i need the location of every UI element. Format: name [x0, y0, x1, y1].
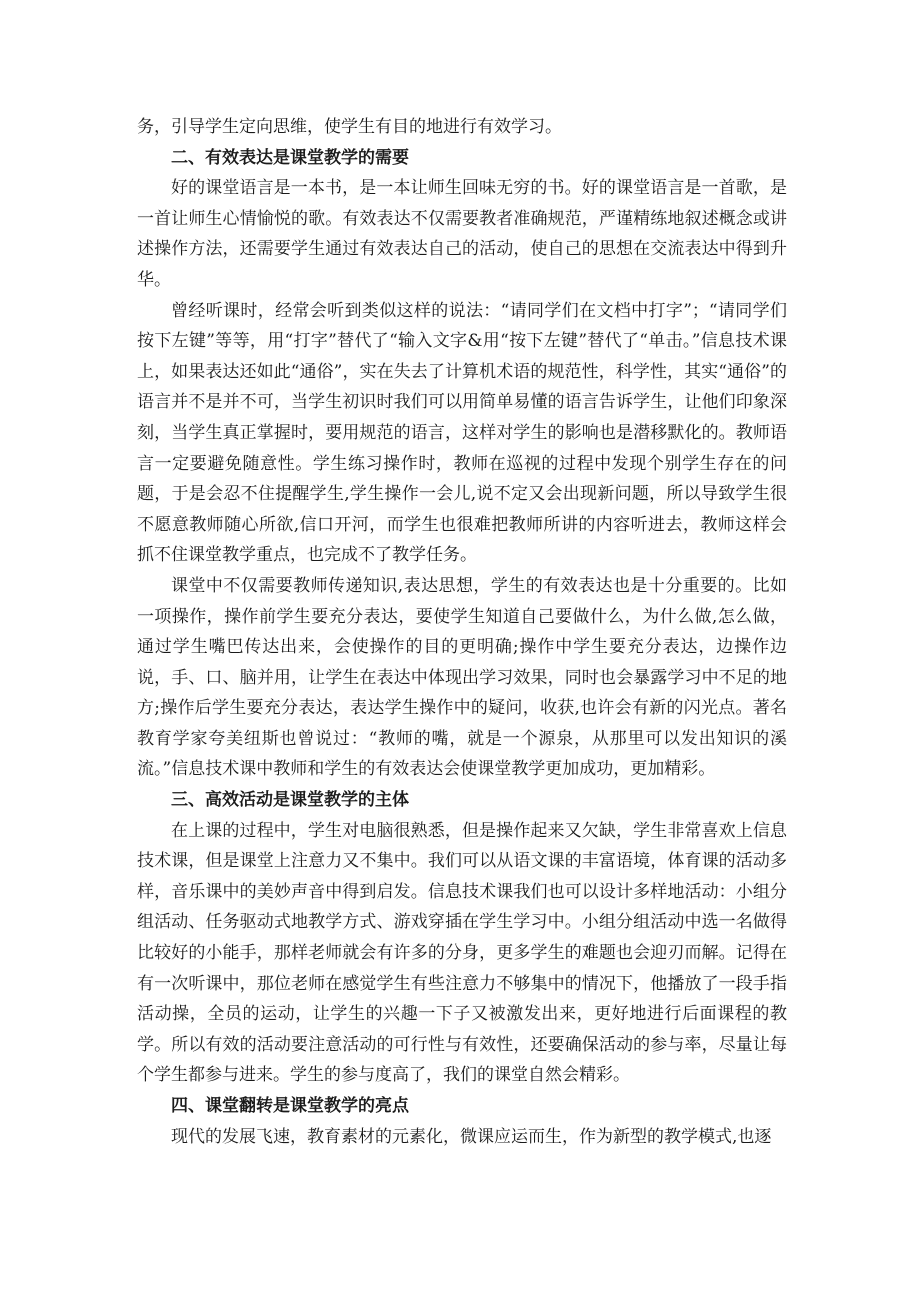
section-heading-2: 二、有效表达是课堂教学的需要: [171, 147, 409, 168]
paragraph: 好的课堂语言是一本书，是一本让师生回味无穷的书。好的课堂语言是一首歌，是一首让师生心情愉悦的歌。有效表达不仅需要教者准确规范，严谨精练地叙述概念或讲述操作方法，还需要学生通过有效表达自己的活动，使自己的思想在交流表达中得到升华。: [137, 178, 787, 290]
paragraph-continuation: 务，引导学生定向思维，使学生有目的地进行有效学习。: [137, 117, 562, 137]
section-heading-3: 三、高效活动是课堂教学的主体: [171, 790, 409, 811]
section-heading-4: 四、课堂翻转是课堂教学的亮点: [171, 1096, 409, 1116]
paragraph: 曾经听课时，经常会听到类似这样的说法：“请同学们在文档中打字”；“请同学们按下左键”等等，用“打字”替代了“输入文字&用“按下左键”替代了“单击。”信息技术课上，如果表达还如此“通俗”，实在失去了计算机术语的规范性，科学性，其实“通俗”的语言并不是并不可，当学生初识时我们可以用简单易懂的语言告诉学生，让他们印象深刻，当学生真正掌握时，要用规范的语言，这样对学生的影响也是潜移默化的。教师语言一定要避免随意性。学生练习操作时，教师在巡视的过程中发现个别学生存在的问题，于是会忍不住提醒学生,学生操作一会儿,说不定又会出现新问题，所以导致学生很不愿意教师随心所欲,信口开河，而学生也很难把教师所讲的内容听进去，教师这样会抓不住课堂教学重点，也完成不了教学任务。: [137, 300, 787, 566]
paragraph: 在上课的过程中，学生对电脑很熟悉，但是操作起来又欠缺，学生非常喜欢上信息技术课，但是课堂上注意力又不集中。我们可以从语文课的丰富语境，体育课的活动多样，音乐课中的美妙声音中得到启发。信息技术课我们也可以设计多样地活动：小组分组活动、任务驱动式地教学方式、游戏穿插在学生学习中。小组分组活动中选一名做得比较好的小能手，那样老师就会有许多的分身，更多学生的难题也会迎刃而解。记得在有一次听课中，那位老师在感觉学生有些注意力不够集中的情况下，他播放了一段手指活动操，全员的运动，让学生的兴趣一下子又被激发出来，更好地进行后面课程的教学。所以有效的活动要注意活动的可行性与有效性，还要确保活动的参与率，尽量让每个学生都参与进来。学生的参与度高了，我们的课堂自然会精彩。: [137, 820, 787, 1086]
document-body: [137, 112, 787, 1152]
paragraph: 现代的发展飞速，教育素材的元素化，微课应运而生，作为新型的教学模式,也逐: [171, 1126, 772, 1147]
paragraph: 课堂中不仅需要教师传递知识,表达思想，学生的有效表达也是十分重要的。比如一项操作，操作前学生要充分表达，要使学生知道自己要做什么，为什么做,怎么做，通过学生嘴巴传达出来，会使操作的目的更明确;操作中学生要充分表达，边操作边说，手、口、脑并用，让学生在表达中体现出学习效果，同时也会暴露学习中不足的地方;操作后学生要充分表达，表达学生操作中的疑问，收获,也许会有新的闪光点。著名教育学家夸美纽斯也曾说过：“教师的嘴，就是一个源泉，从那里可以发出知识的溪流。”信息技术课中教师和学生的有效表达会使课堂教学更加成功，更加精彩。: [137, 575, 787, 780]
